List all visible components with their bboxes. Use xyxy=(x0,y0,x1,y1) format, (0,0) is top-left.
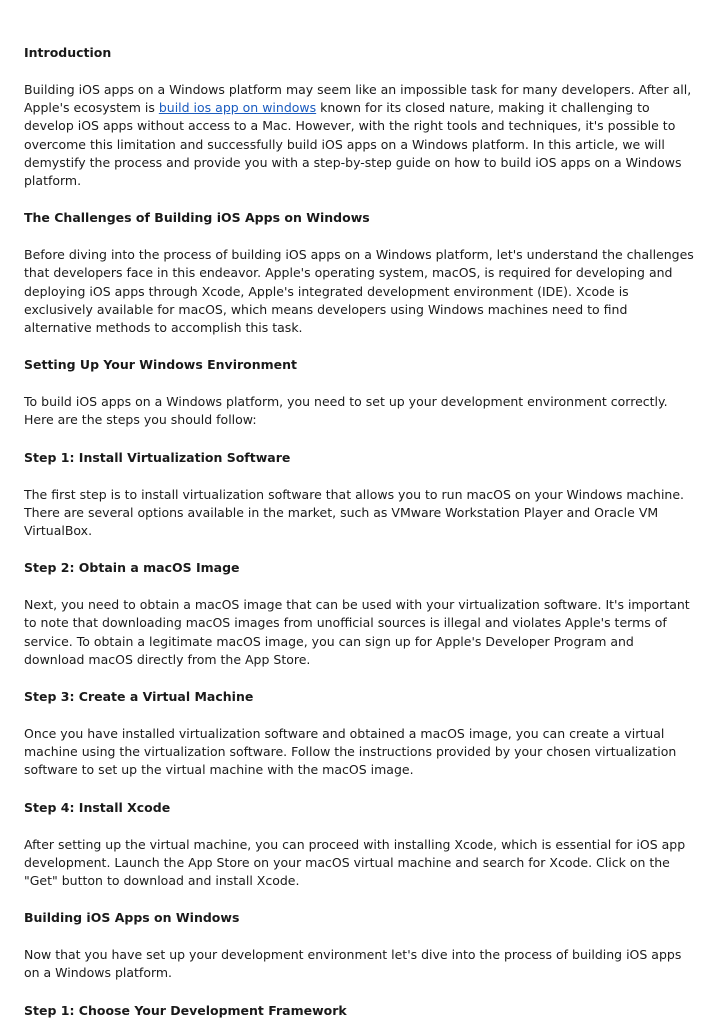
building-heading: Building iOS Apps on Windows xyxy=(24,910,240,926)
step2-heading: Step 2: Obtain a macOS Image xyxy=(24,560,240,576)
setup-heading: Setting Up Your Windows Environment xyxy=(24,357,298,373)
framework-heading: Step 1: Choose Your Development Framework xyxy=(24,1002,347,1018)
step3-heading: Step 3: Create a Virtual Machine xyxy=(24,689,254,705)
intro-text-before-link: Building iOS apps on a Windows platform may seem like an impossible task for many developers. After all, Apple's ecosystem is xyxy=(24,82,692,116)
challenges-paragraph: Before diving into the process of building iOS apps on a Windows platform, let's understand the challenges that developers face in this endeavor. Apple's operating system, macOS, is required for developing and deploying iOS apps through Xcode, Apple's integrated development environment (IDE). Xcode is exclusively available for macOS, which means developers using Windows machines need to find alternative methods to accomplish this task. xyxy=(24,247,694,336)
setup-paragraph: To build iOS apps on a Windows platform, you need to set up your development environment correctly. Here are the steps you should follow: xyxy=(24,394,668,428)
challenges-heading: The Challenges of Building iOS Apps on Windows xyxy=(24,210,370,226)
building-paragraph: Now that you have set up your development environment let's dive into the process of building iOS apps on a Windows platform. xyxy=(24,947,682,981)
step1-heading: Step 1: Install Virtualization Software xyxy=(24,449,291,465)
step4-heading: Step 4: Install Xcode xyxy=(24,799,171,815)
intro-heading: Introduction xyxy=(24,45,112,60)
intro-paragraph xyxy=(24,81,696,190)
step2-paragraph: Next, you need to obtain a macOS image that can be used with your virtualization software. It's important to note that downloading macOS images from unofficial sources is illegal and violates Apple's terms of service. To obtain a legitimate macOS image, you can sign up for Apple's Developer Program and download macOS directly from the App Store. xyxy=(24,597,690,667)
step1-paragraph: The first step is to install virtualization software that allows you to run macOS on your Windows machine. There are several options available in the market, such as VMware Workstation Player and Oracle VM VirtualBox. xyxy=(24,486,685,539)
step4-paragraph: After setting up the virtual machine, you can proceed with installing Xcode, which is essential for iOS app development. Launch the App Store on your macOS virtual machine and search for Xcode. Click on the "Get" button to download and install Xcode. xyxy=(24,836,686,889)
step3-paragraph: Once you have installed virtualization software and obtained a macOS image, you can create a virtual machine using the virtualization software. Follow the instructions provided by your chosen virtualization software to set up the virtual machine with the macOS image. xyxy=(24,726,677,778)
intro-text-after-link: known for its closed nature, making it challenging to develop iOS apps without access to a Mac. However, with the right tools and techniques, it's possible to overcome this limitation and successfully build iOS apps on a Windows platform. In this article, we will demystify the process and provide you with a step-by-step guide on how to build iOS apps on a Windows platform. xyxy=(24,100,682,189)
build-ios-app-link[interactable]: build ios app on windows xyxy=(158,100,317,116)
